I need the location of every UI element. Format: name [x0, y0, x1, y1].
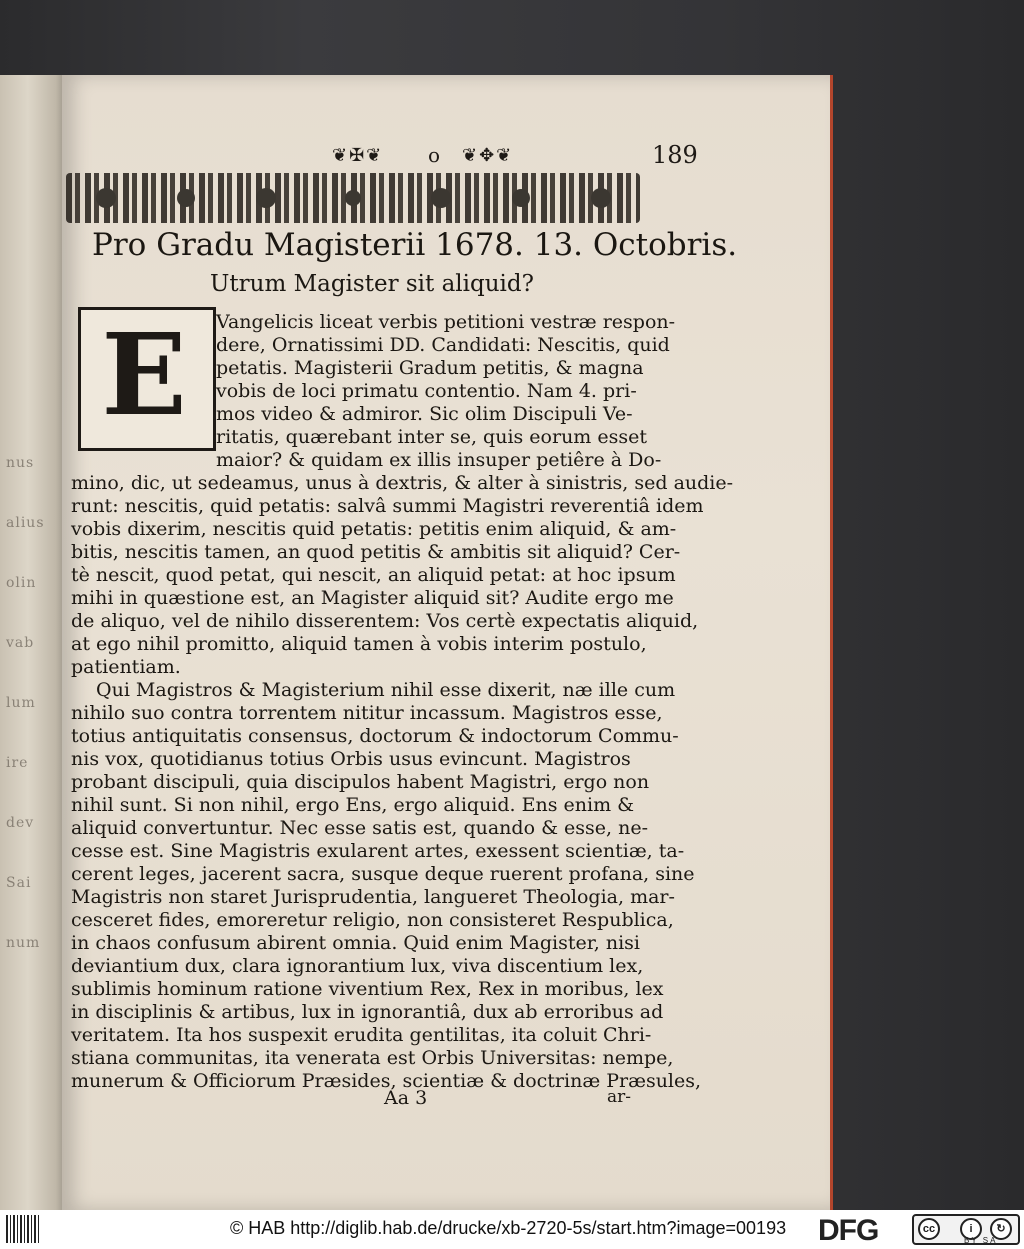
catchword: ar- [607, 1087, 632, 1107]
book-page [62, 75, 833, 1210]
left-page-fragment: vab [6, 635, 35, 651]
text-line: sublimis hominum ratione viventium Rex, Rex in moribus, lex [71, 978, 664, 1000]
text-line: Vangelicis liceat verbis petitioni vestræ respon- [216, 311, 676, 333]
text-line: totius antiquitatis consensus, doctorum & indoctorum Commu- [71, 725, 679, 747]
text-line: nihilo suo contra torrentem nititur incassum. Magistros esse, [71, 702, 663, 724]
left-page-fragment: ire [6, 755, 29, 771]
text-line: stiana communitas, ita venerata est Orbis Universitas: nempe, [71, 1047, 674, 1069]
text-line: petatis. Magisterii Gradum petitis, & magna [216, 357, 644, 379]
credit-link[interactable]: © HAB http://diglib.hab.de/drucke/xb-2720-5s/start.htm?image=00193 [230, 1218, 787, 1238]
text-line: probant discipuli, quia discipulos habent Magistri, ergo non [71, 771, 650, 793]
text-line: mihi in quæstione est, an Magister aliquid sit? Audite ergo me [71, 587, 674, 609]
text-line: Qui Magistros & Magisterium nihil esse dixerit, næ ille cum [96, 679, 676, 701]
decorated-initial: E [101, 310, 187, 441]
dfg-logo[interactable]: DFG [818, 1214, 879, 1247]
text-line: cesceret fides, emoreretur religio, non consisteret Respublica, [71, 909, 674, 931]
cc-icon: cc [918, 1218, 940, 1240]
left-page-fragment: nus [6, 455, 35, 471]
left-page-fragment: alius [6, 515, 45, 531]
text-line: veritatem. Ita hos suspexit erudita gentilitas, ita coluit Chri- [71, 1024, 652, 1046]
text-line: deviantium dux, clara ignorantium lux, viva discentium lex, [71, 955, 644, 977]
text-line: Magistris non staret Jurisprudentia, langueret Theologia, mar- [71, 886, 675, 908]
text-line: nis vox, quotidianus totius Orbis usus evincunt. Magistros [71, 748, 631, 770]
text-line: cerent leges, jacerent sacra, susque deque ruerent profana, sine [71, 863, 695, 885]
text-line: aliquid convertuntur. Nec esse satis est, quando & esse, ne- [71, 817, 648, 839]
text-line: tè nescit, quod petat, qui nescit, an aliquid petat: at hoc ipsum [71, 564, 676, 586]
left-page-fragment: num [6, 935, 41, 951]
left-page-fragment: lum [6, 695, 36, 711]
text-line: mino, dic, ut sedeamus, unus à dextris, & alter à sinistris, sed audie- [71, 472, 734, 494]
header-circle: o [428, 143, 441, 167]
text-line: bitis, nescitis tamen, an quod petitis & ambitis sit aliquid? Cer- [71, 541, 681, 563]
page-subtitle: Utrum Magister sit aliquid? [210, 271, 534, 297]
text-line: vobis de loci primatu contentio. Nam 4. pri- [216, 380, 637, 402]
barcode-icon [6, 1215, 40, 1243]
text-line: cesse est. Sine Magistris exularent artes, exessent scientiæ, ta- [71, 840, 685, 862]
left-page-fragment: dev [6, 815, 35, 831]
text-line: de aliquo, vel de nihilo disserentem: Vos certè expectatis aliquid, [71, 610, 699, 632]
text-line: in chaos confusum abirent omnia. Quid enim Magister, nisi [71, 932, 640, 954]
left-page-fragment: olin [6, 575, 37, 591]
page-number: 189 [652, 141, 698, 169]
running-header [332, 141, 732, 175]
sa-icon: ↻ [990, 1218, 1012, 1240]
text-line: mos video & admiror. Sic olim Discipuli Ve- [216, 403, 633, 425]
credit-bar [0, 1210, 1024, 1249]
previous-page-edge [0, 75, 70, 1210]
text-line: at ego nihil promitto, aliquid tamen à vobis interim postulo, [71, 633, 647, 655]
left-page-fragment: Sai [6, 875, 32, 891]
header-ornament-left: ❦✠❦ [332, 145, 384, 166]
text-line: runt: nescitis, quid petatis: salvâ summi Magistri reverentiâ idem [71, 495, 704, 517]
decorative-headpiece [66, 173, 640, 223]
headpiece-flourish [66, 173, 640, 223]
text-line: in disciplinis & artibus, lux in ignorantiâ, dux ab erroribus ad [71, 1001, 664, 1023]
text-line: maior? & quidam ex illis insuper petiêre à Do- [216, 449, 662, 471]
cc-license-badge[interactable] [912, 1214, 1020, 1245]
header-ornament-right: ❦✥❦ [462, 145, 514, 166]
text-line: munerum & Officiorum Præsides, scientiæ & doctrinæ Præsules, [71, 1070, 702, 1092]
by-icon: i [960, 1218, 982, 1240]
signature-mark: Aa 3 [384, 1087, 428, 1109]
text-line: ritatis, quærebant inter se, quis eorum esset [216, 426, 647, 448]
text-line: dere, Ornatissimi DD. Candidati: Nescitis, quid [216, 334, 670, 356]
license-label: BY SA [964, 1236, 998, 1245]
page-title: Pro Gradu Magisterii 1678. 13. Octobris. [92, 227, 738, 263]
text-line: nihil sunt. Si non nihil, ergo Ens, ergo aliquid. Ens enim & [71, 794, 635, 816]
text-line: vobis dixerim, nescitis quid petatis: petitis enim aliquid, & am- [71, 518, 677, 540]
text-line: patientiam. [71, 656, 181, 678]
